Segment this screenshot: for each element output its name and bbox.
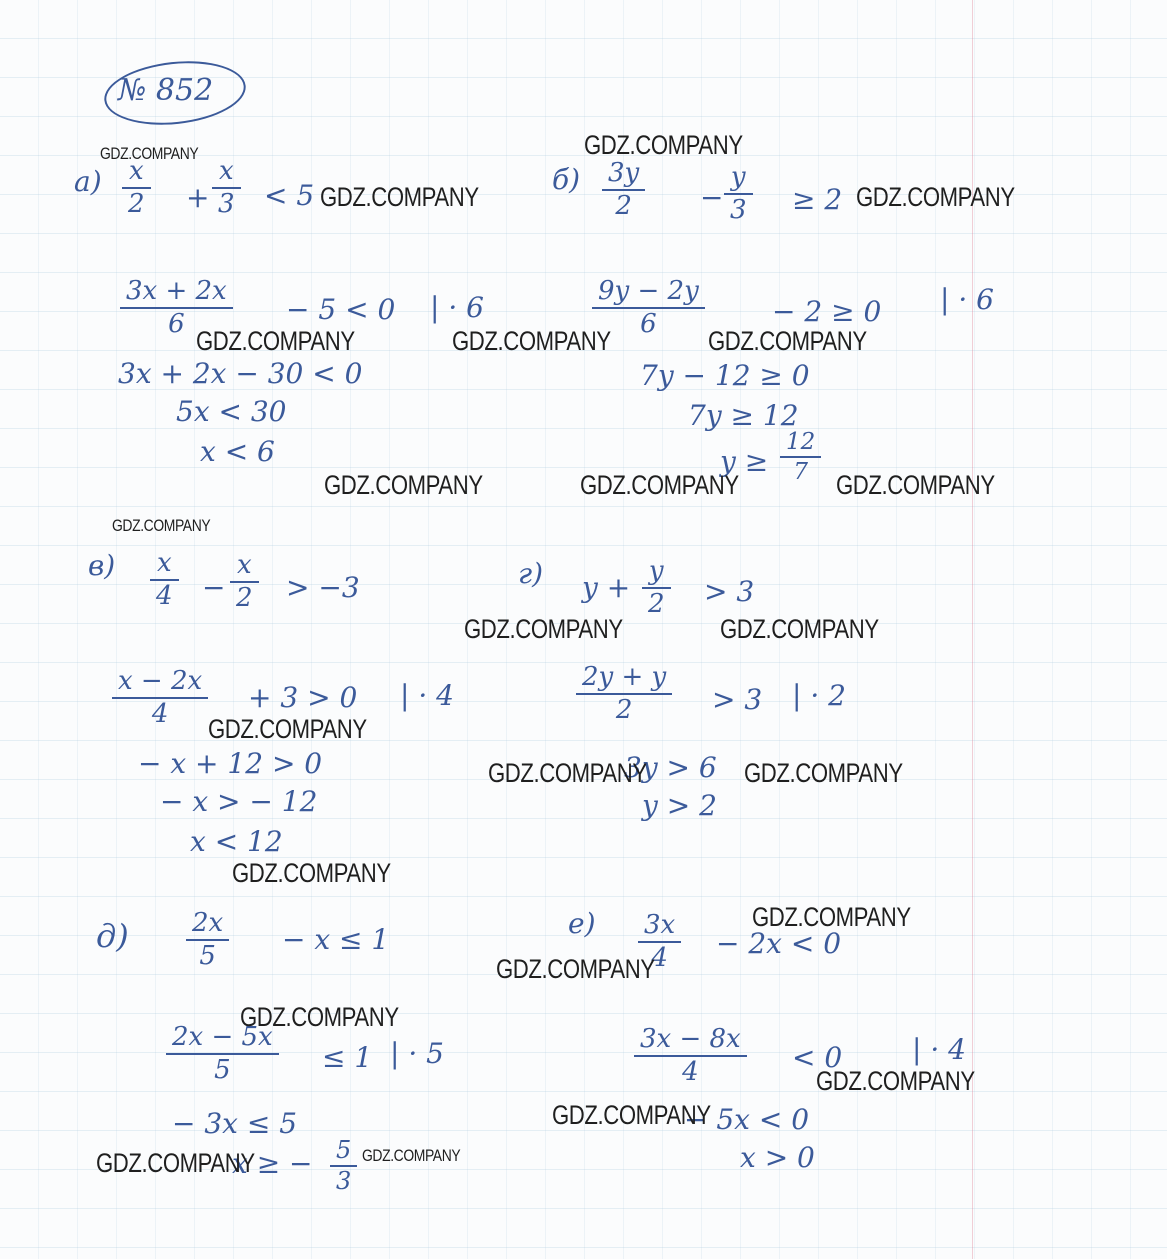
part-c-line-2: − x > − 12 bbox=[160, 785, 318, 818]
watermark: GDZ.COMPANY bbox=[584, 130, 743, 160]
watermark: GDZ.COMPANY bbox=[240, 1002, 399, 1032]
part-c-op: − bbox=[202, 571, 226, 604]
part-a-relation: < 5 bbox=[264, 179, 315, 212]
part-e-line-1: − 3x ≤ 5 bbox=[172, 1107, 298, 1140]
part-b-label: б) bbox=[552, 163, 581, 196]
watermark: GDZ.COMPANY bbox=[496, 954, 655, 984]
watermark: GDZ.COMPANY bbox=[100, 144, 199, 163]
part-e-final-prefix: x ≥ − bbox=[232, 1147, 313, 1180]
part-a-step1-tail: − 5 < 0 bbox=[286, 293, 396, 326]
watermark: GDZ.COMPANY bbox=[232, 858, 391, 888]
watermark: GDZ.COMPANY bbox=[708, 326, 867, 356]
watermark: GDZ.COMPANY bbox=[856, 182, 1015, 212]
part-a-frac-2: x 3 bbox=[212, 158, 241, 219]
part-a-multiplier: | · 6 bbox=[430, 291, 484, 324]
part-e-label: д) bbox=[96, 917, 129, 955]
part-a-line-1: 3x + 2x − 30 < 0 bbox=[118, 357, 363, 390]
part-d-label: г) bbox=[518, 557, 544, 590]
watermark: GDZ.COMPANY bbox=[112, 516, 211, 535]
part-a-line-3: x < 6 bbox=[200, 435, 275, 468]
part-b-frac-1: 3y 2 bbox=[602, 160, 645, 221]
part-f-step1-tail: < 0 bbox=[792, 1041, 843, 1074]
part-c-label: в) bbox=[88, 549, 116, 582]
task-number: № 852 bbox=[118, 73, 214, 108]
watermark: GDZ.COMPANY bbox=[752, 902, 911, 932]
part-c-step1-tail: + 3 > 0 bbox=[248, 681, 358, 714]
part-e-step1-frac: 2x − 5x 5 bbox=[166, 1024, 279, 1085]
part-c-multiplier: | · 4 bbox=[400, 679, 454, 712]
part-e-multiplier: | · 5 bbox=[390, 1037, 444, 1070]
part-c-relation: > −3 bbox=[286, 571, 360, 604]
watermark: GDZ.COMPANY bbox=[324, 470, 483, 500]
part-a-line-2: 5x < 30 bbox=[176, 395, 287, 428]
part-b-op: − bbox=[700, 181, 724, 214]
part-b-frac-2: y 3 bbox=[724, 164, 753, 225]
watermark: GDZ.COMPANY bbox=[720, 614, 879, 644]
part-b-line-1: 7y − 12 ≥ 0 bbox=[640, 359, 810, 392]
part-e-relation: − x ≤ 1 bbox=[282, 923, 390, 956]
part-e-final-frac: 5 3 bbox=[330, 1138, 357, 1194]
watermark: GDZ.COMPANY bbox=[580, 470, 739, 500]
watermark: GDZ.COMPANY bbox=[196, 326, 355, 356]
part-b-multiplier: | · 6 bbox=[940, 283, 994, 316]
part-b-final-frac: 12 7 bbox=[780, 430, 821, 484]
part-d-frac: y 2 bbox=[642, 558, 671, 619]
part-a-step1-frac: 3x + 2x 6 bbox=[120, 278, 233, 339]
watermark: GDZ.COMPANY bbox=[320, 182, 479, 212]
part-f-label: е) bbox=[568, 907, 596, 940]
part-c-frac-1: x 4 bbox=[150, 550, 179, 611]
watermark: GDZ.COMPANY bbox=[488, 758, 647, 788]
part-a-label: a) bbox=[74, 165, 102, 198]
part-f-frac: 3x 4 bbox=[638, 912, 681, 973]
part-c-frac-2: x 2 bbox=[230, 552, 259, 613]
watermark: GDZ.COMPANY bbox=[816, 1066, 975, 1096]
watermark: GDZ.COMPANY bbox=[744, 758, 903, 788]
part-a-frac-1: x 2 bbox=[122, 158, 151, 219]
watermark: GDZ.COMPANY bbox=[96, 1148, 255, 1178]
part-d-line-1: 3y > 6 bbox=[624, 751, 717, 784]
part-e-frac: 2x 5 bbox=[186, 910, 229, 971]
part-f-line-2: x > 0 bbox=[740, 1141, 815, 1174]
part-b-step1-tail: − 2 ≥ 0 bbox=[772, 295, 882, 328]
part-c-line-1: − x + 12 > 0 bbox=[138, 747, 323, 780]
part-d-relation: > 3 bbox=[704, 575, 755, 608]
part-b-relation: ≥ 2 bbox=[792, 183, 843, 216]
part-d-lhs-prefix: y + bbox=[582, 571, 631, 604]
part-c-line-3: x < 12 bbox=[190, 825, 283, 858]
part-f-line-1: − 5x < 0 bbox=[684, 1103, 810, 1136]
part-d-multiplier: | · 2 bbox=[792, 679, 846, 712]
watermark: GDZ.COMPANY bbox=[452, 326, 611, 356]
part-d-line-2: y > 2 bbox=[642, 789, 717, 822]
part-b-step1-frac: 9y − 2y 6 bbox=[592, 278, 705, 339]
watermark: GDZ.COMPANY bbox=[464, 614, 623, 644]
part-b-line-2: 7y ≥ 12 bbox=[688, 399, 799, 432]
watermark: GDZ.COMPANY bbox=[552, 1100, 711, 1130]
part-e-step1-tail: ≤ 1 bbox=[322, 1041, 373, 1074]
part-b-final-prefix: y ≥ bbox=[720, 445, 769, 478]
watermark: GDZ.COMPANY bbox=[208, 714, 367, 744]
part-f-relation: − 2x < 0 bbox=[716, 927, 842, 960]
watermark: GDZ.COMPANY bbox=[362, 1146, 461, 1165]
part-f-step1-frac: 3x − 8x 4 bbox=[634, 1026, 747, 1087]
watermark: GDZ.COMPANY bbox=[836, 470, 995, 500]
part-f-multiplier: | · 4 bbox=[912, 1033, 966, 1066]
part-a-op: + bbox=[186, 181, 210, 214]
part-d-step1-frac: 2y + y 2 bbox=[576, 664, 672, 725]
part-d-step1-tail: > 3 bbox=[712, 683, 763, 716]
part-c-step1-frac: x − 2x 4 bbox=[112, 668, 208, 729]
